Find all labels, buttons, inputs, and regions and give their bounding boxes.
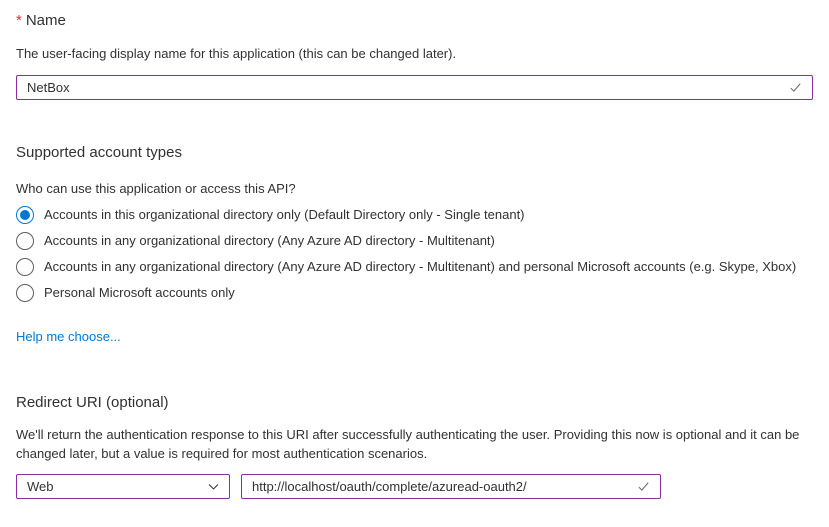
name-description: The user-facing display name for this application (this can be changed later). [16,46,457,61]
platform-select[interactable] [16,474,230,499]
radio-button-selected[interactable] [16,206,34,224]
radio-button[interactable] [16,258,34,276]
account-types-title: Supported account types [16,144,182,161]
name-input[interactable] [17,80,788,95]
name-title-text: Name [25,12,66,29]
radio-label: Accounts in any organizational directory (Any Azure AD directory - Multitenant) and personal Microsoft accounts (e.g. Skype, Xbox) [44,259,797,274]
redirect-uri-title: Redirect URI (optional) [16,394,169,411]
name-section-title [16,11,813,31]
radio-label: Personal Microsoft accounts only [44,285,235,300]
radio-button[interactable] [16,232,34,250]
chevron-down-icon [207,480,220,493]
radio-option-multitenant-personal[interactable] [16,258,813,276]
name-input-container [16,75,813,100]
platform-select-value: Web [27,479,54,494]
redirect-uri-input-container [241,474,661,499]
help-me-choose-link[interactable]: Help me choose... [16,329,121,344]
account-types-radio-group [16,206,813,302]
required-asterisk: * [16,12,22,29]
app-registration-form [0,11,829,527]
radio-option-personal-only[interactable] [16,284,813,302]
redirect-uri-input[interactable] [242,479,636,494]
checkmark-icon [788,80,812,95]
redirect-description-line2: changed later, but a value is required for most authentication scenarios. [16,446,428,461]
radio-label: Accounts in this organizational directory only (Default Directory only - Single tenant) [44,207,525,222]
redirect-uri-row [16,474,813,499]
radio-button[interactable] [16,284,34,302]
radio-option-single-tenant[interactable] [16,206,813,224]
radio-label: Accounts in any organizational directory (Any Azure AD directory - Multitenant) [44,233,495,248]
radio-option-multitenant[interactable] [16,232,813,250]
account-types-question: Who can use this application or access this API? [16,181,296,196]
checkmark-icon [636,479,660,494]
redirect-uri-description [16,425,813,463]
redirect-description-line1: We'll return the authentication response to this URI after successfully authenticating the user. Providing this now is optional and it can be [16,427,800,442]
